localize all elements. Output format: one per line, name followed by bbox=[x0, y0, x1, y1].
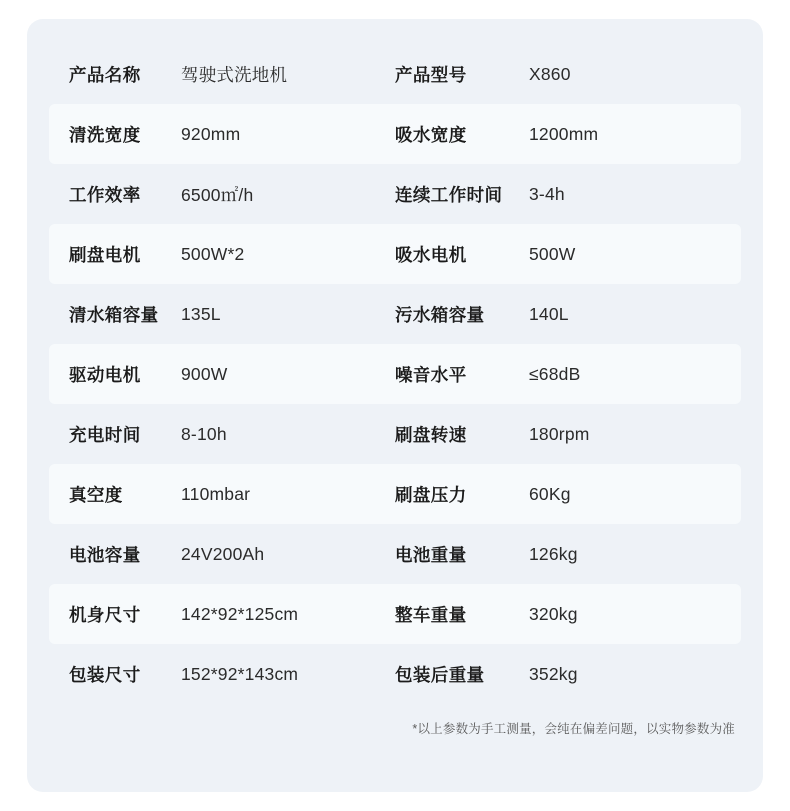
spec-value: X860 bbox=[529, 63, 571, 84]
table-row bbox=[49, 644, 741, 704]
spec-label: 驱动电机 bbox=[69, 364, 141, 385]
spec-value: 8-10h bbox=[181, 423, 227, 444]
spec-label: 刷盘转速 bbox=[395, 424, 467, 445]
spec-value: 152*92*143cm bbox=[181, 663, 299, 684]
table-row bbox=[49, 404, 741, 464]
spec-value: ≤68dB bbox=[529, 363, 581, 384]
measurement-disclaimer: *以上参数为手工测量，会纯在偏差问题，以实物参数为准 bbox=[412, 722, 735, 736]
spec-value: 3-4h bbox=[529, 183, 565, 204]
spec-label: 产品型号 bbox=[395, 64, 467, 85]
spec-value: 驾驶式洗地机 bbox=[181, 64, 288, 85]
table-row bbox=[49, 44, 741, 104]
spec-label: 吸水电机 bbox=[395, 244, 467, 265]
table-row bbox=[49, 224, 741, 284]
spec-value: 110mbar bbox=[181, 483, 251, 504]
table-row bbox=[49, 284, 741, 344]
spec-value: 142*92*125cm bbox=[181, 603, 299, 624]
spec-label: 充电时间 bbox=[69, 424, 141, 445]
spec-label: 工作效率 bbox=[69, 184, 141, 205]
spec-label: 清洗宽度 bbox=[69, 124, 141, 145]
spec-value: 1200mm bbox=[529, 123, 599, 144]
table-row bbox=[49, 164, 741, 224]
spec-label: 噪音水平 bbox=[395, 364, 467, 385]
spec-value: 140L bbox=[529, 303, 569, 324]
spec-value: 24V200Ah bbox=[181, 543, 265, 564]
table-row bbox=[49, 524, 741, 584]
table-row bbox=[49, 344, 741, 404]
spec-value: 135L bbox=[181, 303, 221, 324]
spec-value: 180rpm bbox=[529, 423, 590, 444]
product-spec-card bbox=[27, 19, 763, 792]
spec-label: 污水箱容量 bbox=[395, 304, 485, 325]
table-row bbox=[49, 104, 741, 164]
spec-value: 6500㎡/h bbox=[181, 184, 254, 205]
spec-label: 电池容量 bbox=[69, 544, 141, 565]
spec-value: 500W*2 bbox=[181, 243, 245, 264]
spec-value: 320kg bbox=[529, 603, 578, 624]
spec-value: 60Kg bbox=[529, 483, 571, 504]
spec-label: 吸水宽度 bbox=[395, 124, 467, 145]
spec-value: 920mm bbox=[181, 123, 241, 144]
spec-label: 清水箱容量 bbox=[69, 304, 159, 325]
spec-value: 126kg bbox=[529, 543, 578, 564]
spec-label: 连续工作时间 bbox=[395, 184, 503, 205]
spec-label: 包装后重量 bbox=[395, 664, 485, 685]
spec-label: 整车重量 bbox=[395, 604, 467, 625]
spec-value: 500W bbox=[529, 243, 576, 264]
spec-label: 产品名称 bbox=[69, 64, 141, 85]
spec-label: 包装尺寸 bbox=[69, 664, 141, 685]
spec-label: 真空度 bbox=[69, 484, 123, 505]
spec-table bbox=[49, 44, 741, 704]
spec-label: 电池重量 bbox=[395, 544, 467, 565]
spec-label: 刷盘电机 bbox=[69, 244, 141, 265]
spec-label: 刷盘压力 bbox=[395, 484, 467, 505]
spec-value: 900W bbox=[181, 363, 228, 384]
spec-label: 机身尺寸 bbox=[69, 604, 141, 625]
spec-value: 352kg bbox=[529, 663, 578, 684]
table-row bbox=[49, 464, 741, 524]
table-row bbox=[49, 584, 741, 644]
